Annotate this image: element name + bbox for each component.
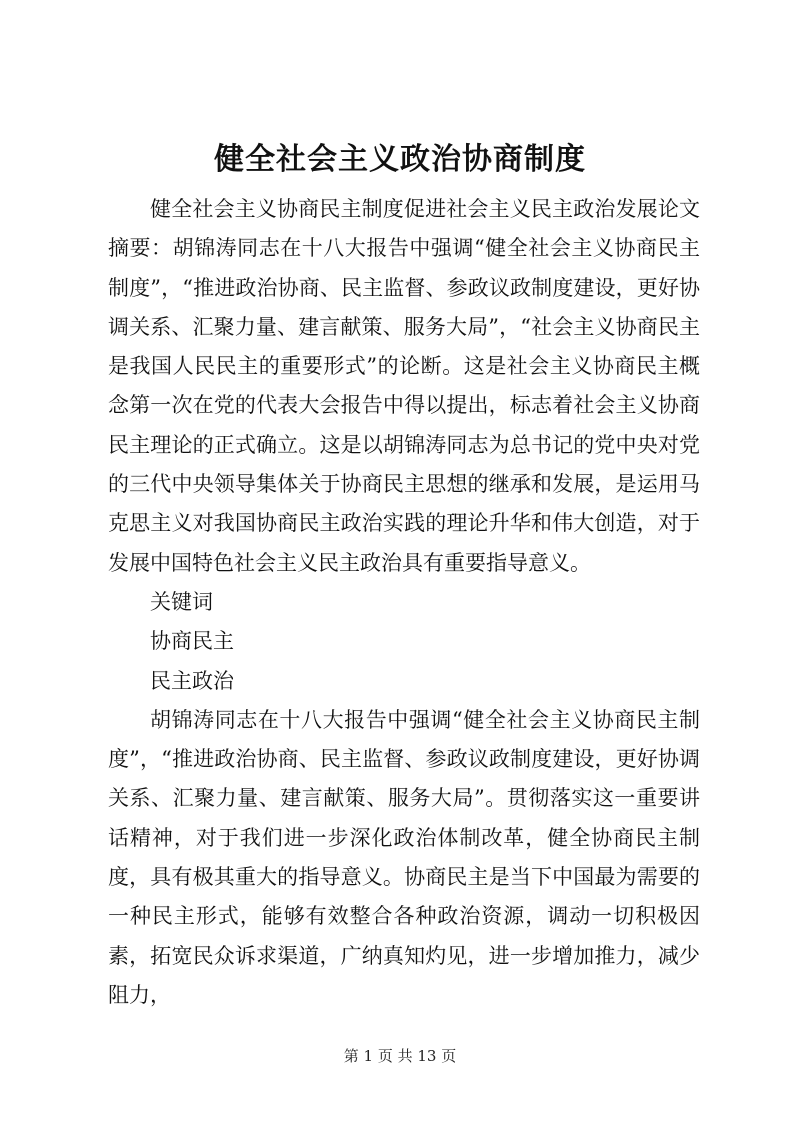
document-title: 健全社会主义政治协商制度 [214,142,586,177]
body-paragraph: 胡锦涛同志在十八大报告中强调“健全社会主义协商民主制度”，“推进政治协商、民主监督、参政议政制度建设，更好协调关系、汇聚力量、建言献策、服务大局”。贯彻落实这一重要讲话精神，对于我们进一步深化政治体制改革，健全协商民主制度，具有极其重大的指导意义。协商民主是当下中国最为需要的一种民主形式，能够有效整合各种政治资源，调动一切积极因素，拓宽民众诉求渠道，广纳真知灼见，进一步增加推力，减少阻力， [108,707,700,1007]
keyword-item: 民主政治 [150,668,234,693]
keyword-item: 协商民主 [150,629,234,654]
page-indicator: 第 1 页 共 13 页 [343,1047,457,1065]
keywords-label: 关键词 [150,589,213,614]
document-body [108,190,700,1015]
abstract-paragraph: 健全社会主义协商民主制度促进社会主义民主政治发展论文摘要：胡锦涛同志在十八大报告中强调“健全社会主义协商民主制度”，“推进政治协商、民主监督、参政议政制度建设，更好协调关系、汇聚力量、建言献策、服务大局”，“社会主义协商民主是我国人民民主的重要形式”的论断。这是社会主义协商民主概念第一次在党的代表大会报告中得以提出，标志着社会主义协商民主理论的正式确立。这是以胡锦涛同志为总书记的党中央对党的三代中央领导集体关于协商民主思想的继承和发展，是运用马克思主义对我国协商民主政治实践的理论升华和伟大创造，对于发展中国特色社会主义民主政治具有重要指导意义。 [108,197,700,575]
